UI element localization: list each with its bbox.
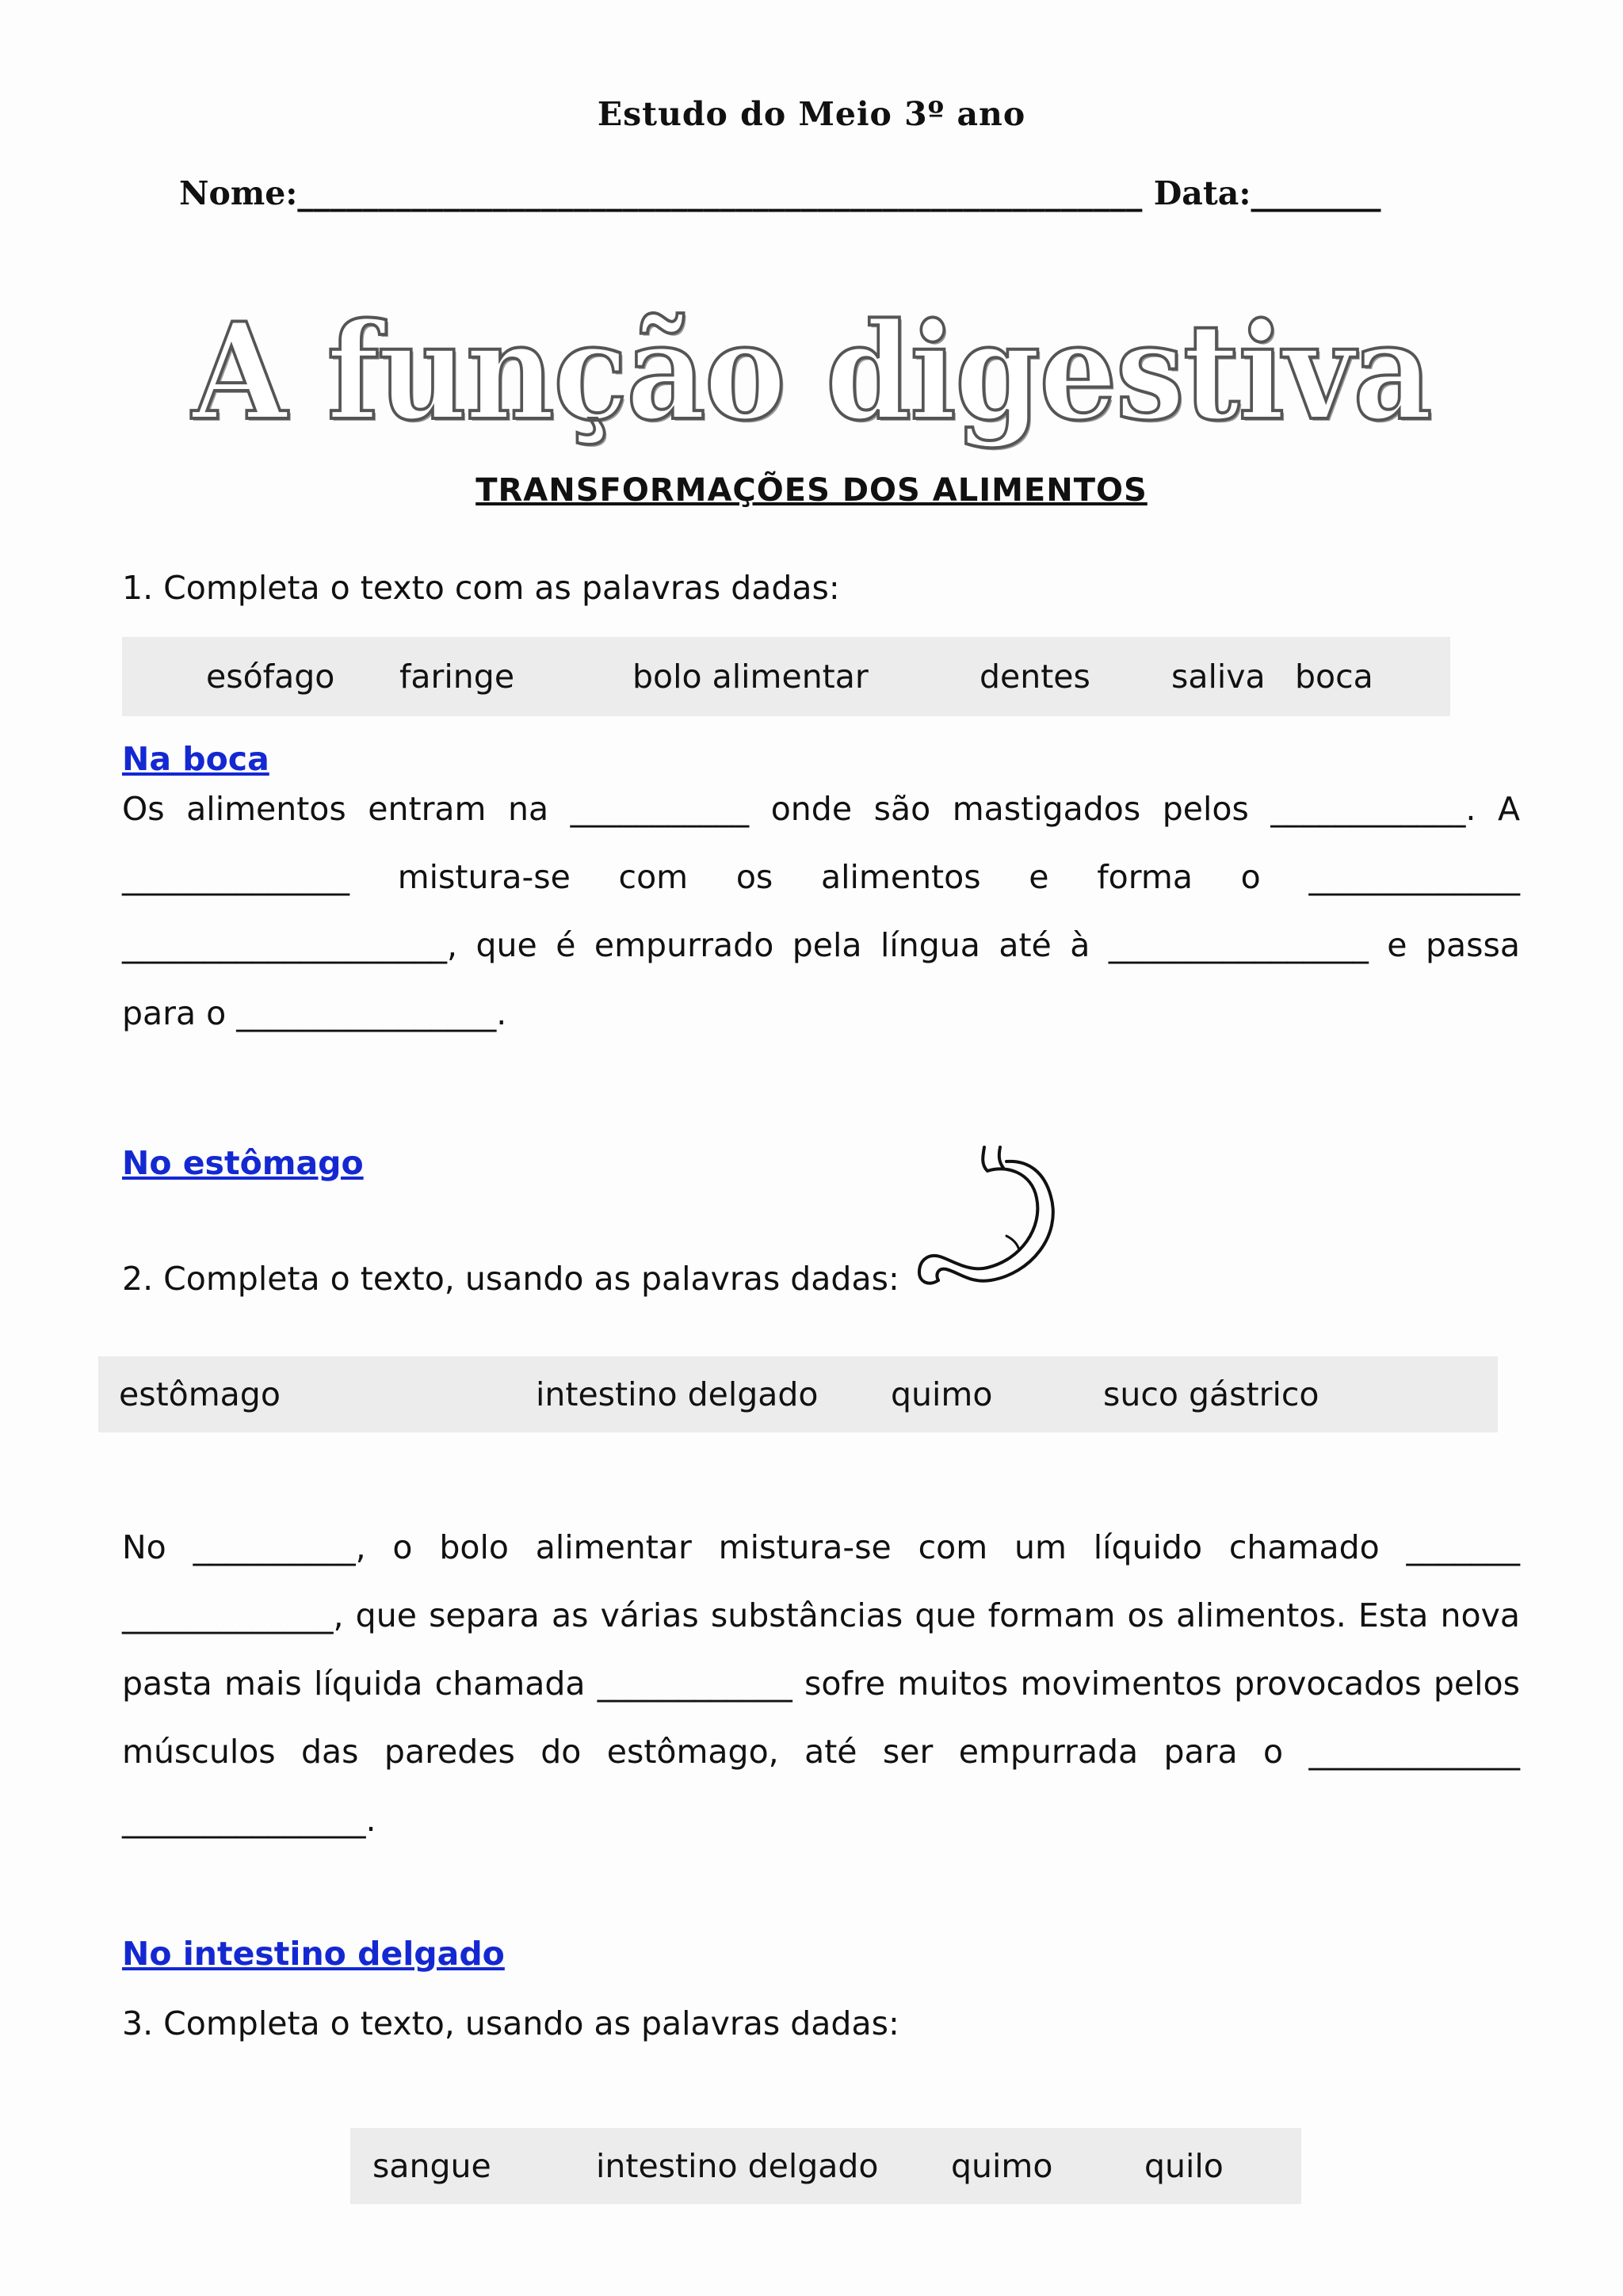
word-item: dentes: [980, 658, 1090, 696]
word-item: quimo: [951, 2147, 1053, 2185]
text-line: Os alimentos entram na ___________ onde são mastigados pelos ____________. A: [122, 790, 1520, 828]
course-title: Estudo do Meio 3º ano: [597, 95, 1026, 133]
stomach-icon: [911, 1141, 1078, 1299]
name-date-line: Nome:____________________________________________________ Data:________: [179, 174, 1381, 212]
word-item: suco gástrico: [1103, 1375, 1319, 1413]
text-line: ____________________, que é empurrado pela língua até à ________________ e passa: [122, 926, 1520, 964]
word-item: sangue: [372, 2147, 491, 2185]
q3-instruction: 3. Completa o texto, usando as palavras dadas:: [122, 2004, 899, 2042]
text-line: ______________ mistura-se com os alimentos e forma o _____________: [122, 858, 1520, 896]
q1-paragraph: [122, 775, 1520, 1047]
heading-no-intestino-delgado: No intestino delgado: [122, 1935, 505, 1973]
q2-word-bank: [98, 1356, 1498, 1432]
word-item: esófago: [206, 658, 335, 696]
text-line: No __________, o bolo alimentar mistura-se com um líquido chamado _______: [122, 1528, 1520, 1566]
text-line: para o ________________.: [122, 994, 507, 1032]
word-item: faringe: [399, 658, 515, 696]
text-line: músculos das paredes do estômago, até ser empurrada para o _____________: [122, 1733, 1520, 1771]
page-title: A função digestiva: [192, 293, 1431, 450]
text-line: _______________.: [122, 1801, 376, 1839]
word-item: boca: [1295, 658, 1373, 696]
word-item: saliva: [1171, 658, 1266, 696]
word-item: bolo alimentar: [632, 658, 869, 696]
text-line: _____________, que separa as várias substâncias que formam os alimentos. Esta nova: [122, 1596, 1520, 1634]
word-item: estômago: [119, 1375, 281, 1413]
word-item: quimo: [891, 1375, 993, 1413]
text-line: pasta mais líquida chamada ____________ sofre muitos movimentos provocados pelos: [122, 1665, 1520, 1703]
section-subtitle: TRANSFORMAÇÕES DOS ALIMENTOS: [475, 472, 1148, 509]
q3-word-bank: [350, 2128, 1301, 2204]
word-item: intestino delgado: [596, 2147, 879, 2185]
word-item: intestino delgado: [536, 1375, 819, 1413]
q2-instruction: 2. Completa o texto, usando as palavras dadas:: [122, 1260, 899, 1298]
word-item: quilo: [1144, 2147, 1224, 2185]
q1-instruction: 1. Completa o texto com as palavras dadas:: [122, 569, 840, 607]
heading-no-estomago: No estômago: [122, 1144, 364, 1182]
q2-paragraph: [122, 1513, 1520, 1854]
heading-na-boca: Na boca: [122, 740, 269, 778]
q1-word-bank: [122, 637, 1450, 716]
